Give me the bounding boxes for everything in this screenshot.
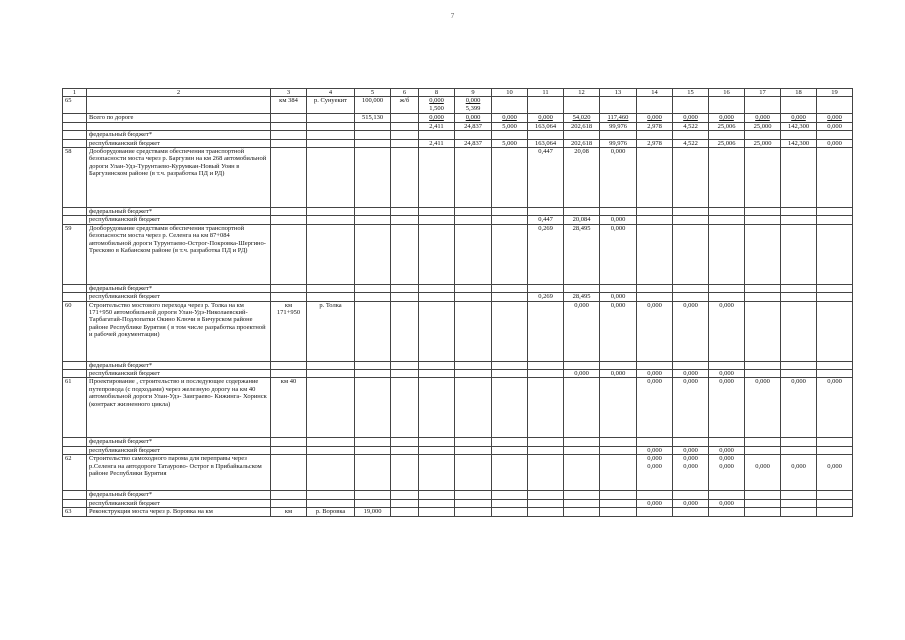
row-description: Строительство самоходного парома для переправы через р.Селенга на автодороге Татаурово- Острог в Прибайкальском районе Республики Бурятия	[87, 455, 271, 491]
km-value: 171+950	[276, 309, 301, 317]
table-row	[63, 446, 853, 454]
col-header: 2	[87, 89, 271, 97]
col-header: 11	[528, 89, 564, 97]
value-bottom: 0,000	[647, 462, 662, 470]
table-row	[63, 224, 853, 284]
col-header: 16	[709, 89, 745, 97]
republic-budget-label: республиканский бюджет	[87, 216, 271, 224]
col-header: 4	[307, 89, 355, 97]
republic-budget-label: республиканский бюджет	[87, 499, 271, 507]
value-cell: 0,269	[528, 224, 564, 284]
km-cell: км	[271, 508, 307, 516]
budget-value: 0,000	[709, 499, 745, 507]
budget-value: 4,522	[673, 139, 709, 147]
budget-value: 0,000	[564, 370, 600, 378]
budget-value: 0,000	[637, 499, 673, 507]
value-cell	[745, 455, 781, 491]
total-value: 99,976	[600, 122, 637, 130]
table-row	[63, 508, 853, 516]
budget-value: 0,000	[600, 216, 637, 224]
budget-value: 5,000	[492, 139, 528, 147]
total-value: 202,618	[564, 122, 600, 130]
budget-value: 0,447	[528, 216, 564, 224]
republic-budget-label: республиканский бюджет	[87, 139, 271, 147]
total-value: 54,020	[564, 114, 600, 122]
total-value: 0,000	[781, 114, 817, 122]
length-cell: 100,000	[355, 97, 391, 114]
table-row	[63, 131, 853, 139]
total-value: 0,000	[745, 114, 781, 122]
budget-value: 99,976	[600, 139, 637, 147]
table-row	[63, 139, 853, 147]
col-header: 12	[564, 89, 600, 97]
km-cell: км 384	[271, 97, 307, 114]
value-bottom: 0,000	[755, 462, 770, 470]
col-header: 18	[781, 89, 817, 97]
value-top: 0,000	[647, 455, 662, 463]
km-label: км	[284, 301, 293, 309]
value-cell	[455, 97, 492, 114]
table-row	[63, 216, 853, 224]
value-cell: 0,000	[709, 301, 745, 361]
row-number: 62	[63, 455, 87, 491]
row-description	[87, 97, 271, 114]
value-bottom: 0,000	[683, 462, 698, 470]
budget-value: 28,495	[564, 293, 600, 301]
budget-value: 0,000	[600, 293, 637, 301]
total-value: 0,000	[673, 114, 709, 122]
km-cell: км 40	[271, 378, 307, 438]
col-header: 15	[673, 89, 709, 97]
budget-value: 0,000	[600, 370, 637, 378]
budget-value: 0,000	[709, 370, 745, 378]
value-cell: 0,000	[673, 301, 709, 361]
table-row	[63, 114, 853, 122]
total-value: 0,000	[637, 114, 673, 122]
value-cell	[528, 97, 564, 114]
value-cell	[492, 97, 528, 114]
total-value: 142,300	[781, 122, 817, 130]
row-description: Дооборудование средствами обеспечения транспортной безопасности моста через р. Баргузин на км 268 автомобильной дороги Улан-Удэ-Турунтаево-Курумкан-Новый Уоян в Баргузинском районе (в т.ч. разработка ПД и РД)	[87, 148, 271, 208]
federal-budget-label: федеральный бюджет*	[87, 438, 271, 446]
value-cell	[637, 455, 673, 491]
length-cell: 19,000	[355, 508, 391, 516]
table-row	[63, 122, 853, 130]
value-cell	[745, 97, 781, 114]
republic-budget-label: республиканский бюджет	[87, 293, 271, 301]
value-cell: 0,000	[781, 378, 817, 438]
value-cell: 0,000	[564, 301, 600, 361]
value-top: 0,000	[719, 455, 734, 463]
total-value: 2,411	[419, 122, 455, 130]
col-header: 10	[492, 89, 528, 97]
value-bottom: 0,000	[719, 462, 734, 470]
value-cell	[564, 97, 600, 114]
total-value: 0,000	[492, 114, 528, 122]
value-top: 0,000	[465, 97, 481, 105]
total-value: 25,006	[709, 122, 745, 130]
budget-value: 0,000	[673, 499, 709, 507]
table-row	[63, 370, 853, 378]
value-cell: 0,000	[817, 378, 853, 438]
total-length: 515,130	[355, 114, 391, 122]
federal-budget-label: федеральный бюджет*	[87, 361, 271, 369]
budget-value: 25,006	[709, 139, 745, 147]
col-header: 3	[271, 89, 307, 97]
value-cell	[781, 455, 817, 491]
table-row	[63, 491, 853, 499]
republic-budget-label: республиканский бюджет	[87, 370, 271, 378]
value-cell: 0,000	[745, 378, 781, 438]
row-number: 58	[63, 148, 87, 208]
value-cell	[817, 455, 853, 491]
type-cell: ж/б	[391, 97, 419, 114]
budget-value: 2,978	[637, 139, 673, 147]
row-description: Реконструкция моста через р. Воровка на км	[87, 508, 271, 516]
row-description: Дооборудование средствами обеспечения транспортной безопасности моста через р. Селенга на км 87+084 автомобильной дороги Турунтаево-Острог-Покровка-Шергино-Тресково в Кабанском районе (в т.ч. разработка ПД и РД)	[87, 224, 271, 284]
budget-value: 0,000	[673, 446, 709, 454]
budget-value: 0,000	[709, 446, 745, 454]
budget-value: 25,000	[745, 139, 781, 147]
value-cell: 0,447	[528, 148, 564, 208]
value-top: 0,000	[683, 455, 698, 463]
value-cell	[709, 455, 745, 491]
value-cell	[419, 97, 455, 114]
value-cell: 0,000	[637, 301, 673, 361]
bridges-table	[62, 88, 853, 517]
federal-budget-label: федеральный бюджет*	[87, 208, 271, 216]
value-cell: 28,495	[564, 224, 600, 284]
col-header: 17	[745, 89, 781, 97]
value-cell: 0,000	[709, 378, 745, 438]
budget-value: 0,000	[637, 370, 673, 378]
total-value: 0,000	[419, 114, 455, 122]
total-value: 0,000	[817, 114, 853, 122]
value-cell	[673, 455, 709, 491]
col-header: 1	[63, 89, 87, 97]
total-label: Всего по дороге	[87, 114, 271, 122]
col-header: 6	[391, 89, 419, 97]
table-row	[63, 293, 853, 301]
col-header: 14	[637, 89, 673, 97]
budget-value: 0,000	[673, 370, 709, 378]
row-description: Проектирование , строительство и последующее содержание путепровода (с подходами) через железную дорогу на км 40 автомобильной дороги Улан-Удэ- Заиграево- Кижинга- Хоринск (контракт жизненного цикла)	[87, 378, 271, 438]
table-row	[63, 148, 853, 208]
value-cell	[600, 97, 637, 114]
value-cell	[637, 97, 673, 114]
col-header: 8	[419, 89, 455, 97]
table-row	[63, 208, 853, 216]
value-cell: 0,000	[600, 148, 637, 208]
value-cell: 0,000	[637, 378, 673, 438]
total-value: 25,000	[745, 122, 781, 130]
budget-value: 20,084	[564, 216, 600, 224]
value-bottom: 5,399	[465, 104, 481, 112]
row-number: 60	[63, 301, 87, 361]
row-number: 65	[63, 97, 87, 114]
federal-budget-label: федеральный бюджет*	[87, 131, 271, 139]
budget-value: 24,837	[455, 139, 492, 147]
budget-value: 163,064	[528, 139, 564, 147]
col-header: 13	[600, 89, 637, 97]
page-number: 7	[450, 12, 455, 20]
col-header: 19	[817, 89, 853, 97]
value-cell	[817, 97, 853, 114]
row-number: 59	[63, 224, 87, 284]
value-cell: 0,000	[673, 378, 709, 438]
col-header: 9	[455, 89, 492, 97]
budget-value: 0,000	[817, 139, 853, 147]
value-bottom: 0,000	[827, 462, 842, 470]
budget-value: 0,000	[637, 446, 673, 454]
republic-budget-label: республиканский бюджет	[87, 446, 271, 454]
table-row	[63, 438, 853, 446]
value-cell: 20,08	[564, 148, 600, 208]
federal-budget-label: федеральный бюджет*	[87, 491, 271, 499]
total-value: 0,000	[528, 114, 564, 122]
federal-budget-label: федеральный бюджет*	[87, 284, 271, 292]
budget-value: 202,618	[564, 139, 600, 147]
col-header: 5	[355, 89, 391, 97]
row-number: 63	[63, 508, 87, 516]
total-value: 5,000	[492, 122, 528, 130]
total-value: 4,522	[673, 122, 709, 130]
budget-value: 142,300	[781, 139, 817, 147]
row-number: 61	[63, 378, 87, 438]
table-row	[63, 499, 853, 507]
river-cell: р. Воровка	[307, 508, 355, 516]
budget-value: 2,411	[419, 139, 455, 147]
river-cell: р. Сунуекит	[307, 97, 355, 114]
total-value: 24,837	[455, 122, 492, 130]
total-value: 163,064	[528, 122, 564, 130]
total-value: 2,978	[637, 122, 673, 130]
value-cell	[709, 97, 745, 114]
table-row	[63, 455, 853, 491]
total-value: 117,460	[600, 114, 637, 122]
value-cell: 0,000	[600, 301, 637, 361]
total-value: 0,000	[817, 122, 853, 130]
total-value: 0,000	[455, 114, 492, 122]
row-description: Строительство мостового перехода через р. Толка на км 171+950 автомобильной дороги Улан-Удэ-Николаевский- Тарбагатай-Подлопатки Окино Ключи в Бичурском районе районе Республике Бурятия ( в том числе разработка проектной и рабочей документации)	[87, 301, 271, 361]
table-row	[63, 301, 853, 361]
table-row	[63, 97, 853, 114]
value-cell	[673, 97, 709, 114]
km-cell	[271, 301, 307, 361]
value-cell: 0,000	[600, 224, 637, 284]
value-bottom: 1,500	[429, 104, 444, 112]
value-cell	[781, 97, 817, 114]
table-row	[63, 378, 853, 438]
total-value: 0,000	[709, 114, 745, 122]
river-cell: р. Толка	[307, 301, 355, 361]
budget-value: 0,269	[528, 293, 564, 301]
table-row	[63, 361, 853, 369]
value-bottom: 0,000	[791, 462, 806, 470]
table-row	[63, 284, 853, 292]
header-row	[63, 89, 853, 97]
value-top: 0,000	[429, 97, 444, 105]
